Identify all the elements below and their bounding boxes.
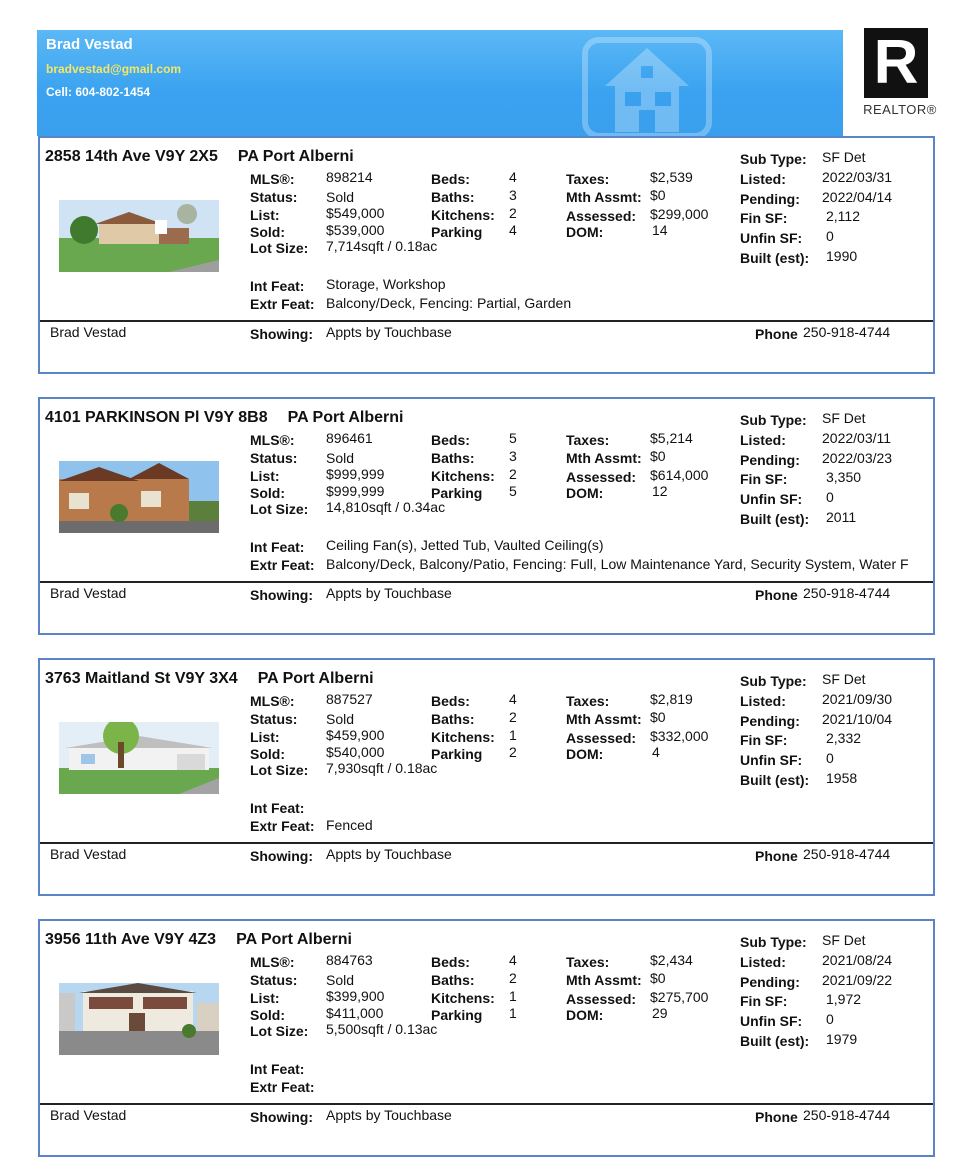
fin-sf-label: Fin SF: xyxy=(740,732,788,748)
assessed-value: $299,000 xyxy=(650,206,709,222)
agent-name: Brad Vestad xyxy=(46,36,133,53)
sub-type-value: SF Det xyxy=(822,410,866,426)
listing-address[interactable] xyxy=(45,409,403,427)
kitchens-value: 1 xyxy=(509,988,517,1004)
status-label: Status: xyxy=(250,711,298,727)
phone-value[interactable]: 250-918-4744 xyxy=(803,846,891,862)
unfin-sf-label: Unfin SF: xyxy=(740,1013,803,1029)
mth-assmt-value: $0 xyxy=(650,970,666,986)
address-text: 3763 Maitland St V9Y 3X4 xyxy=(45,670,238,687)
phone-value[interactable]: 250-918-4744 xyxy=(803,585,891,601)
showing-label: Showing: xyxy=(250,1109,313,1125)
mls-value: 898214 xyxy=(326,169,373,185)
taxes-value: $2,539 xyxy=(650,169,693,185)
mls-label: MLS®: xyxy=(250,432,295,448)
extr-feat-label: Extr Feat: xyxy=(250,818,315,834)
extr-feat-value: Balcony/Deck, Fencing: Partial, Garden xyxy=(326,295,572,311)
phone-value[interactable]: 250-918-4744 xyxy=(803,1107,891,1123)
baths-label: Baths: xyxy=(431,972,475,988)
parking-value: 2 xyxy=(509,744,517,760)
int-feat-label: Int Feat: xyxy=(250,278,305,294)
showing-label: Showing: xyxy=(250,587,313,603)
parking-label: Parking xyxy=(431,485,483,501)
card-top-border xyxy=(38,397,935,399)
beds-value: 4 xyxy=(509,691,517,707)
int-feat-label: Int Feat: xyxy=(250,1061,305,1077)
dom-label: DOM: xyxy=(566,746,604,762)
realtor-logo xyxy=(860,28,940,124)
listing-agent: Brad Vestad xyxy=(50,1107,127,1123)
kitchens-label: Kitchens: xyxy=(431,729,495,745)
lot-size-label: Lot Size: xyxy=(250,501,309,517)
pending-value: 2021/10/04 xyxy=(822,711,893,727)
area-text: PA Port Alberni xyxy=(237,148,354,165)
dom-label: DOM: xyxy=(566,485,604,501)
extr-feat-label: Extr Feat: xyxy=(250,296,315,312)
built-label: Built (est): xyxy=(740,511,810,527)
phone-label: Phone xyxy=(755,326,798,342)
agent-header-banner xyxy=(37,30,843,136)
listing-card xyxy=(38,399,935,635)
showing-value: Appts by Touchbase xyxy=(326,324,452,340)
listing-card xyxy=(38,138,935,374)
address-text: 3956 11th Ave V9Y 4Z3 xyxy=(45,931,217,948)
beds-value: 4 xyxy=(509,952,517,968)
listing-card xyxy=(38,660,935,896)
baths-label: Baths: xyxy=(431,450,475,466)
showing-label: Showing: xyxy=(250,848,313,864)
kitchens-label: Kitchens: xyxy=(431,468,495,484)
lot-size-label: Lot Size: xyxy=(250,762,309,778)
property-photo[interactable] xyxy=(59,461,219,533)
card-top-border xyxy=(38,919,935,921)
built-value: 1958 xyxy=(826,770,858,786)
unfin-sf-value: 0 xyxy=(826,489,834,505)
baths-value: 3 xyxy=(509,187,517,203)
sub-type-label: Sub Type: xyxy=(740,934,807,950)
kitchens-label: Kitchens: xyxy=(431,207,495,223)
assessed-value: $332,000 xyxy=(650,728,709,744)
parking-value: 5 xyxy=(509,483,517,499)
house-icon xyxy=(577,36,717,136)
kitchens-value: 1 xyxy=(509,727,517,743)
sold-price-value: $999,999 xyxy=(326,483,385,499)
pending-label: Pending: xyxy=(740,452,800,468)
property-photo[interactable] xyxy=(59,200,219,272)
dom-value: 29 xyxy=(652,1005,668,1021)
area-text: PA Port Alberni xyxy=(236,931,352,948)
assessed-label: Assessed: xyxy=(566,208,637,224)
mth-assmt-value: $0 xyxy=(650,187,666,203)
extr-feat-label: Extr Feat: xyxy=(250,557,315,573)
card-divider xyxy=(40,581,933,583)
lot-size-value: 5,500sqft / 0.13ac xyxy=(326,1021,438,1037)
beds-value: 4 xyxy=(509,169,517,185)
int-feat-value: Ceiling Fan(s), Jetted Tub, Vaulted Ceiling(s) xyxy=(326,537,604,553)
built-label: Built (est): xyxy=(740,1033,810,1049)
dom-label: DOM: xyxy=(566,224,604,240)
sub-type-value: SF Det xyxy=(822,149,866,165)
fin-sf-label: Fin SF: xyxy=(740,471,788,487)
sub-type-value: SF Det xyxy=(822,932,866,948)
extr-feat-label: Extr Feat: xyxy=(250,1079,315,1095)
status-label: Status: xyxy=(250,972,298,988)
dom-value: 4 xyxy=(652,744,660,760)
taxes-label: Taxes: xyxy=(566,432,610,448)
list-price-label: List: xyxy=(250,207,280,223)
listed-value: 2022/03/31 xyxy=(822,169,893,185)
mls-value: 896461 xyxy=(326,430,373,446)
lot-size-value: 7,930sqft / 0.18ac xyxy=(326,760,438,776)
sub-type-label: Sub Type: xyxy=(740,412,807,428)
showing-value: Appts by Touchbase xyxy=(326,585,452,601)
property-photo[interactable] xyxy=(59,722,219,794)
unfin-sf-value: 0 xyxy=(826,750,834,766)
card-divider xyxy=(40,1103,933,1105)
mth-assmt-label: Mth Assmt: xyxy=(566,450,642,466)
listing-agent: Brad Vestad xyxy=(50,585,127,601)
mth-assmt-label: Mth Assmt: xyxy=(566,711,642,727)
pending-label: Pending: xyxy=(740,974,800,990)
lot-size-label: Lot Size: xyxy=(250,240,309,256)
assessed-label: Assessed: xyxy=(566,991,637,1007)
unfin-sf-value: 0 xyxy=(826,1011,834,1027)
dom-value: 12 xyxy=(652,483,668,499)
showing-value: Appts by Touchbase xyxy=(326,1107,452,1123)
lot-size-value: 7,714sqft / 0.18ac xyxy=(326,238,438,254)
beds-label: Beds: xyxy=(431,954,470,970)
parking-label: Parking xyxy=(431,1007,483,1023)
address-text: 4101 PARKINSON Pl V9Y 8B8 xyxy=(45,409,268,426)
baths-value: 2 xyxy=(509,970,517,986)
dom-label: DOM: xyxy=(566,1007,604,1023)
built-label: Built (est): xyxy=(740,772,810,788)
listing-agent: Brad Vestad xyxy=(50,846,127,862)
sold-price-label: Sold: xyxy=(250,224,285,240)
pending-value: 2022/04/14 xyxy=(822,189,893,205)
sold-price-label: Sold: xyxy=(250,746,285,762)
unfin-sf-label: Unfin SF: xyxy=(740,752,803,768)
extr-feat-value: Fenced xyxy=(326,817,373,833)
built-value: 2011 xyxy=(826,509,857,525)
mth-assmt-value: $0 xyxy=(650,448,666,464)
baths-value: 3 xyxy=(509,448,517,464)
dom-value: 14 xyxy=(652,222,668,238)
sub-type-label: Sub Type: xyxy=(740,673,807,689)
fin-sf-label: Fin SF: xyxy=(740,993,788,1009)
listing-agent: Brad Vestad xyxy=(50,324,127,340)
beds-label: Beds: xyxy=(431,171,470,187)
property-photo[interactable] xyxy=(59,983,219,1055)
pending-value: 2021/09/22 xyxy=(822,972,893,988)
beds-label: Beds: xyxy=(431,693,470,709)
lot-size-value: 14,810sqft / 0.34ac xyxy=(326,499,446,515)
status-value: Sold xyxy=(326,189,355,205)
list-price-label: List: xyxy=(250,729,280,745)
mls-value: 887527 xyxy=(326,691,373,707)
baths-label: Baths: xyxy=(431,711,475,727)
mls-label: MLS®: xyxy=(250,693,295,709)
pending-value: 2022/03/23 xyxy=(822,450,893,466)
mls-label: MLS®: xyxy=(250,171,295,187)
area-text: PA Port Alberni xyxy=(287,409,404,426)
showing-value: Appts by Touchbase xyxy=(326,846,452,862)
status-value: Sold xyxy=(326,711,355,727)
parking-value: 1 xyxy=(509,1005,517,1021)
unfin-sf-label: Unfin SF: xyxy=(740,230,803,246)
kitchens-label: Kitchens: xyxy=(431,990,495,1006)
sold-price-label: Sold: xyxy=(250,1007,285,1023)
list-price-label: List: xyxy=(250,990,280,1006)
sold-price-label: Sold: xyxy=(250,485,285,501)
listed-value: 2022/03/11 xyxy=(822,430,892,446)
built-value: 1990 xyxy=(826,248,858,264)
listing-address[interactable] xyxy=(45,931,352,949)
extr-feat-value: Balcony/Deck, Balcony/Patio, Fencing: Full, Low Maintenance Yard, Security System, Water F xyxy=(326,556,909,572)
taxes-value: $2,819 xyxy=(650,691,693,707)
assessed-value: $614,000 xyxy=(650,467,709,483)
sold-price-value: $539,000 xyxy=(326,222,385,238)
agent-email-link[interactable]: bradvestad@gmail.com xyxy=(46,62,182,76)
assessed-value: $275,700 xyxy=(650,989,709,1005)
phone-label: Phone xyxy=(755,848,798,864)
area-text: PA Port Alberni xyxy=(257,670,374,687)
showing-label: Showing: xyxy=(250,326,313,342)
unfin-sf-label: Unfin SF: xyxy=(740,491,803,507)
fin-sf-label: Fin SF: xyxy=(740,210,788,226)
listed-value: 2021/08/24 xyxy=(822,952,893,968)
phone-label: Phone xyxy=(755,587,798,603)
mls-label: MLS®: xyxy=(250,954,295,970)
listed-label: Listed: xyxy=(740,693,786,709)
status-label: Status: xyxy=(250,450,298,466)
kitchens-value: 2 xyxy=(509,466,517,482)
lot-size-label: Lot Size: xyxy=(250,1023,309,1039)
fin-sf-value: 1,972 xyxy=(826,991,862,1007)
card-top-border xyxy=(38,136,935,138)
realtor-wordmark: REALTOR® xyxy=(863,102,937,117)
address-text: 2858 14th Ave V9Y 2X5 xyxy=(45,148,218,165)
baths-value: 2 xyxy=(509,709,517,725)
status-label: Status: xyxy=(250,189,298,205)
mth-assmt-label: Mth Assmt: xyxy=(566,189,642,205)
card-divider xyxy=(40,842,933,844)
listing-address[interactable] xyxy=(45,670,374,688)
listed-value: 2021/09/30 xyxy=(822,691,893,707)
sold-price-value: $540,000 xyxy=(326,744,385,760)
built-value: 1979 xyxy=(826,1031,858,1047)
mth-assmt-label: Mth Assmt: xyxy=(566,972,642,988)
listed-label: Listed: xyxy=(740,954,786,970)
pending-label: Pending: xyxy=(740,191,800,207)
list-price-label: List: xyxy=(250,468,280,484)
sub-type-value: SF Det xyxy=(822,671,866,687)
agent-cell-phone: Cell: 604-802-1454 xyxy=(46,85,151,99)
kitchens-value: 2 xyxy=(509,205,517,221)
list-price-value: $459,900 xyxy=(326,727,385,743)
sold-price-value: $411,000 xyxy=(326,1005,384,1021)
realtor-r-icon: R xyxy=(864,28,928,98)
fin-sf-value: 3,350 xyxy=(826,469,862,485)
fin-sf-value: 2,332 xyxy=(826,730,862,746)
taxes-label: Taxes: xyxy=(566,954,610,970)
assessed-label: Assessed: xyxy=(566,469,637,485)
built-label: Built (est): xyxy=(740,250,810,266)
beds-value: 5 xyxy=(509,430,517,446)
taxes-label: Taxes: xyxy=(566,171,610,187)
mth-assmt-value: $0 xyxy=(650,709,666,725)
list-price-value: $549,000 xyxy=(326,205,385,221)
int-feat-label: Int Feat: xyxy=(250,539,305,555)
sub-type-label: Sub Type: xyxy=(740,151,807,167)
list-price-value: $399,900 xyxy=(326,988,385,1004)
parking-label: Parking xyxy=(431,224,483,240)
beds-label: Beds: xyxy=(431,432,470,448)
status-value: Sold xyxy=(326,972,355,988)
baths-label: Baths: xyxy=(431,189,475,205)
taxes-value: $2,434 xyxy=(650,952,693,968)
pending-label: Pending: xyxy=(740,713,800,729)
taxes-value: $5,214 xyxy=(650,430,693,446)
listed-label: Listed: xyxy=(740,171,786,187)
card-top-border xyxy=(38,658,935,660)
int-feat-value: Storage, Workshop xyxy=(326,276,446,292)
parking-label: Parking xyxy=(431,746,483,762)
parking-value: 4 xyxy=(509,222,517,238)
list-price-value: $999,999 xyxy=(326,466,385,482)
card-divider xyxy=(40,320,933,322)
taxes-label: Taxes: xyxy=(566,693,610,709)
phone-value[interactable]: 250-918-4744 xyxy=(803,324,891,340)
mls-value: 884763 xyxy=(326,952,373,968)
unfin-sf-value: 0 xyxy=(826,228,834,244)
listed-label: Listed: xyxy=(740,432,786,448)
int-feat-label: Int Feat: xyxy=(250,800,305,816)
status-value: Sold xyxy=(326,450,355,466)
phone-label: Phone xyxy=(755,1109,798,1125)
listing-card xyxy=(38,921,935,1157)
listing-address[interactable] xyxy=(45,148,354,166)
assessed-label: Assessed: xyxy=(566,730,637,746)
fin-sf-value: 2,112 xyxy=(826,208,860,224)
